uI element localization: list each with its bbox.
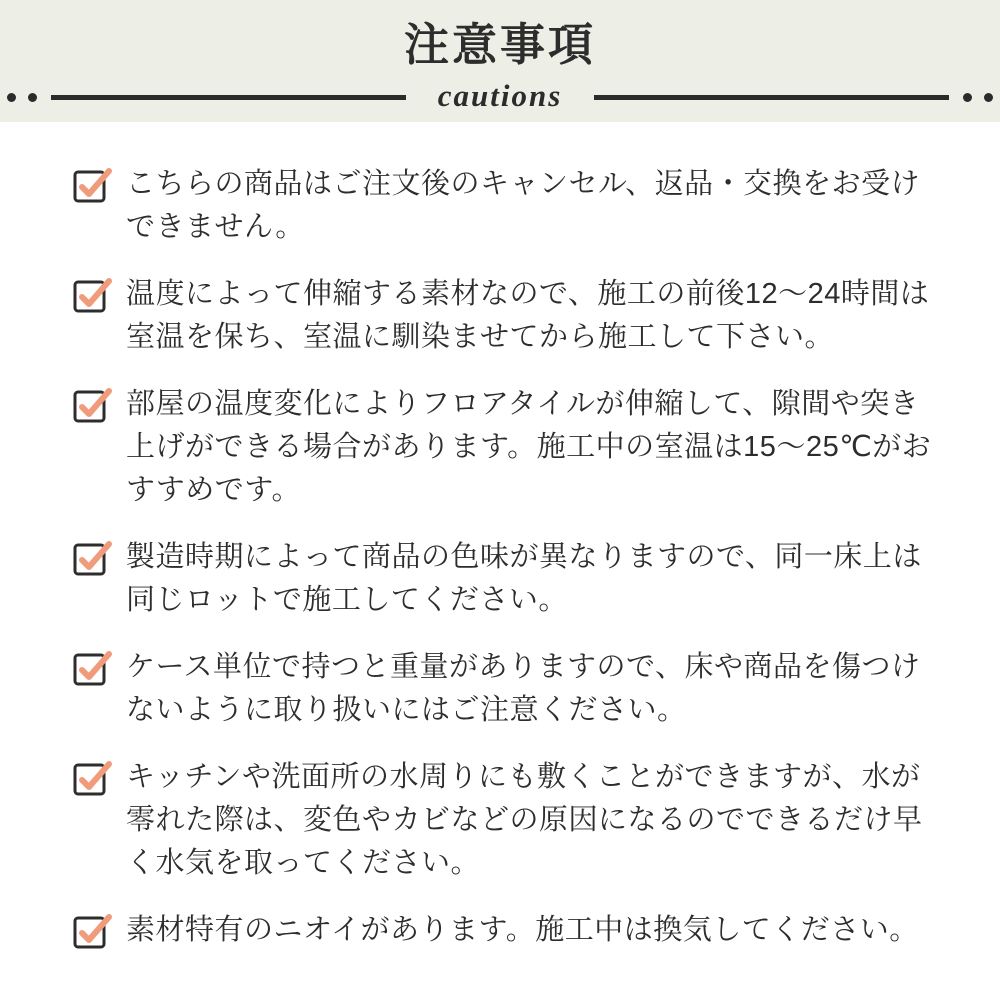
caution-text: 素材特有のニオイがあります。施工中は換気してください。 [126,914,919,946]
caution-text: 部屋の温度変化によりフロアタイルが伸縮して、隙間や突き上げができる場合があります。施工中の室温は15〜25℃がおすすめです。 [126,388,932,506]
caution-item [72,536,940,622]
caution-item [72,909,940,952]
caution-item [72,273,940,359]
checked-checkbox-icon [72,910,112,950]
divider-line [594,95,949,100]
caution-text: 製造時期によって商品の色味が異なりますので、同一床上は同じロットで施工してください。 [126,541,922,616]
header-subtitle: cautions [437,77,563,113]
caution-text: こちらの商品はご注文後のキャンセル、返品・交換をお受けできません。 [126,168,921,243]
divider-dot [963,93,972,102]
caution-text: 温度によって伸縮する素材なので、施工の前後12〜24時間は室温を保ち、室温に馴染ませてから施工して下さい。 [126,278,930,353]
checked-checkbox-icon [72,274,112,314]
header-divider [0,77,1000,113]
divider-dot [28,93,37,102]
divider-dot [7,93,16,102]
divider-line [51,95,406,100]
checked-checkbox-icon [72,537,112,577]
checked-checkbox-icon [72,384,112,424]
divider-dot [984,93,993,102]
caution-item [72,646,940,732]
checked-checkbox-icon [72,164,112,204]
caution-item [72,756,940,885]
caution-text: ケース単位で持つと重量がありますので、床や商品を傷つけないように取り扱いにはご注意ください。 [126,651,921,726]
page-title: 注意事項 [403,19,596,70]
caution-item [72,163,940,249]
caution-text: キッチンや洗面所の水周りにも敷くことができますが、水が零れた際は、変色やカビなどの原因になるのでできるだけ早く水気を取ってください。 [126,761,923,879]
cautions-header [0,0,1000,122]
caution-list [0,122,1000,952]
caution-item [72,383,940,512]
checked-checkbox-icon [72,647,112,687]
checked-checkbox-icon [72,757,112,797]
